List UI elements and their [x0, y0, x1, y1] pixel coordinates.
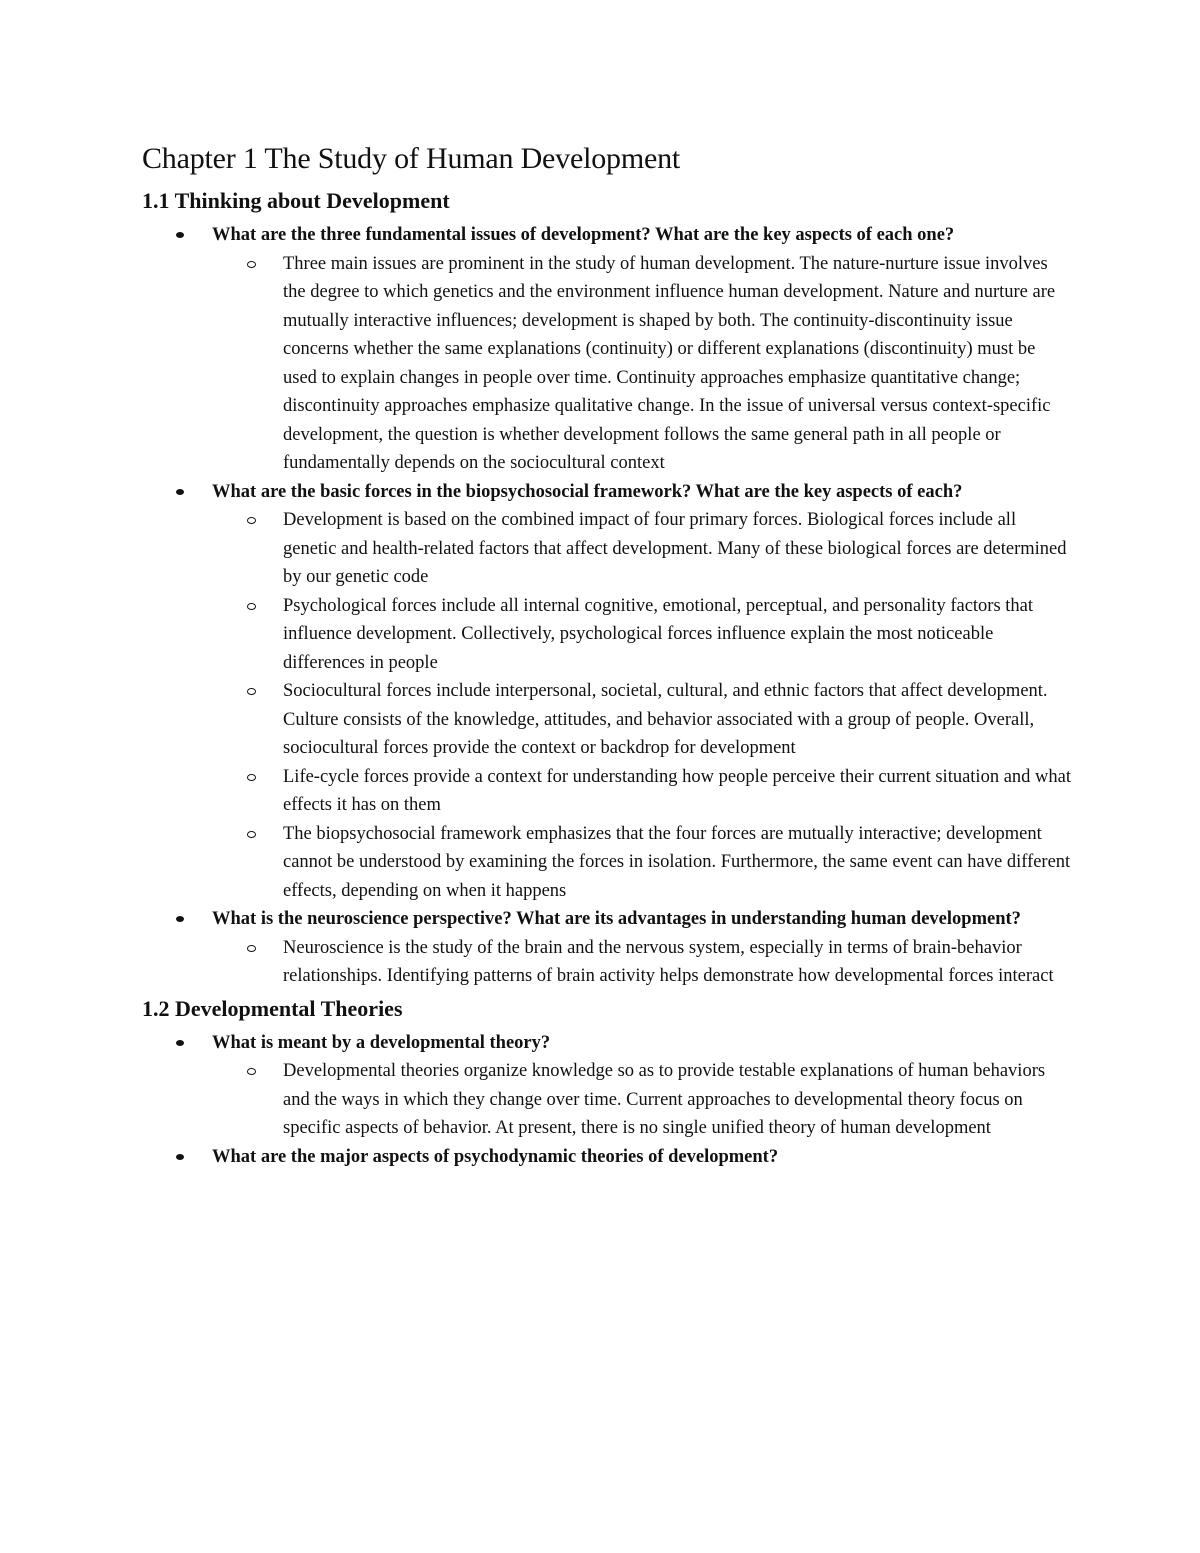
answer-text: Psychological forces include all internal cognitive, emotional, perceptual, and personality factors that influence development. Collectively, psychological forces influence explain the most noticeable differences in people	[283, 595, 1034, 673]
hollow-bullet-icon	[247, 945, 256, 952]
hollow-bullet-icon	[247, 517, 256, 524]
answer-item	[212, 820, 1072, 906]
answer-item	[212, 1057, 1072, 1143]
question-item	[142, 1143, 1072, 1172]
answer-item	[212, 250, 1072, 478]
question-item	[142, 1029, 1072, 1143]
answer-item	[212, 677, 1072, 763]
question-item	[142, 478, 1072, 906]
answer-list	[212, 1057, 1072, 1143]
question-text: What is the neuroscience perspective? What are its advantages in understanding human development?	[212, 909, 1021, 929]
hollow-bullet-icon	[247, 603, 256, 610]
bullet-icon	[176, 1040, 184, 1046]
question-text: What are the basic forces in the biopsychosocial framework? What are the key aspects of each?	[212, 481, 963, 502]
question-text: What is meant by a developmental theory?	[212, 1032, 551, 1053]
question-item	[142, 221, 1072, 478]
hollow-bullet-icon	[247, 831, 256, 838]
answer-item	[212, 763, 1072, 820]
answer-item	[212, 506, 1072, 592]
answer-text: Development is based on the combined impact of four primary forces. Biological forces include all genetic and health-related factors that affect development. Many of these biological forces are determined by our genetic code	[283, 510, 1067, 587]
bullet-icon	[176, 232, 184, 238]
section-title: 1.2 Developmental Theories	[142, 995, 403, 1021]
section-title: 1.1 Thinking about Development	[142, 188, 450, 213]
question-list	[142, 221, 1072, 991]
answer-text: Developmental theories organize knowledge so as to provide testable explanations of human behaviors and the ways in which they change over time. Current approaches to developmental theory focus on specific aspects of behavior. At present, there is no single unified theory of human development	[283, 1061, 1046, 1138]
bullet-icon	[176, 916, 184, 922]
bullet-icon	[176, 1154, 184, 1160]
answer-text: Sociocultural forces include interpersonal, societal, cultural, and ethnic factors that affect development. Culture consists of the knowledge, attitudes, and behavior associated with a group of people. Overall, sociocultural forces provide the context or backdrop for development	[283, 681, 1048, 758]
question-list	[142, 1029, 1072, 1172]
question-text: What are the major aspects of psychodynamic theories of development?	[212, 1146, 779, 1167]
document-content	[142, 139, 1072, 1171]
hollow-bullet-icon	[247, 688, 256, 695]
answer-text: Neuroscience is the study of the brain and the nervous system, especially in terms of brain-behavior relationships. Identifying patterns of brain activity helps demonstrate how developmental forces interact	[283, 937, 1054, 986]
answer-item	[212, 592, 1072, 678]
chapter-title: Chapter 1 The Study of Human Development	[142, 142, 681, 175]
hollow-bullet-icon	[247, 774, 256, 781]
question-text: What are the three fundamental issues of development? What are the key aspects of each one?	[212, 225, 955, 245]
answer-item	[212, 934, 1072, 991]
answer-text: The biopsychosocial framework emphasizes that the four forces are mutually interactive; development cannot be understood by examining the forces in isolation. Furthermore, the same event can have different effects, depending on when it happens	[283, 823, 1071, 901]
answer-list	[212, 250, 1072, 478]
section-1-2	[142, 993, 1072, 1172]
hollow-bullet-icon	[247, 1068, 256, 1075]
hollow-bullet-icon	[247, 261, 256, 268]
answer-text: Life-cycle forces provide a context for understanding how people perceive their current situation and what effects it has on them	[283, 766, 1071, 815]
bullet-icon	[176, 489, 184, 495]
answer-list	[212, 506, 1072, 905]
question-item	[142, 905, 1072, 991]
section-1-1	[142, 185, 1072, 991]
answer-text: Three main issues are prominent in the study of human development. The nature-nurture issue involves the degree to which genetics and the environment influence human development. Nature and nurture are mutually interactive influences; development is shaped by both. The continuity-discontinuity issue concerns whether the same explanations (continuity) or different explanations (discontinuity) must be used to explain changes in people over time. Continuity approaches emphasize quantitative change; discontinuity approaches emphasize qualitative change. In the issue of universal versus context-specific development, the question is whether development follows the same general path in all people or fundamentally depends on the sociocultural context	[283, 253, 1056, 473]
answer-list	[212, 934, 1072, 991]
